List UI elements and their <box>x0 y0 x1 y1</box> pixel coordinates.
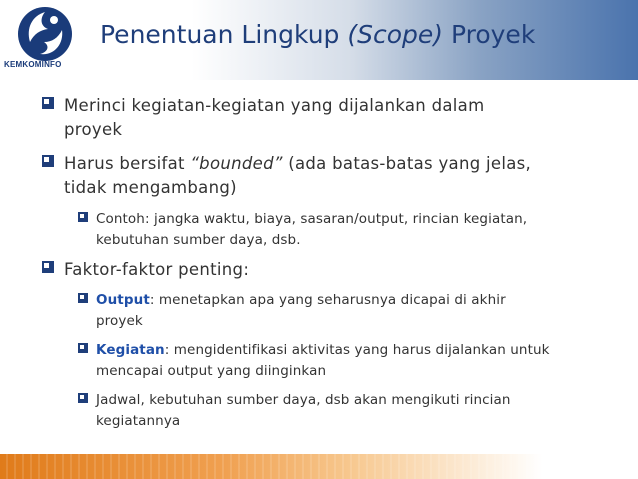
square-bullet-icon <box>78 343 88 353</box>
item-italic-text: “bounded” <box>190 154 283 173</box>
item-text: (ada batas-batas yang jelas, <box>282 154 532 173</box>
item-line <box>96 290 618 311</box>
sub-bullet-item <box>78 290 618 332</box>
item-line: Contoh: jangka waktu, biaya, sasaran/output, rincian kegiatan, <box>96 211 528 227</box>
title-part1: Penentuan Lingkup <box>100 20 348 49</box>
page-title <box>100 20 535 49</box>
item-line <box>64 152 622 176</box>
item-line: mencapai output yang diinginkan <box>96 363 327 379</box>
title-part2: Proyek <box>443 20 536 49</box>
bullet-item <box>42 94 622 142</box>
title-italic: (Scope) <box>347 20 444 49</box>
bottom-decor-bar <box>0 454 638 479</box>
sub-bullet-item <box>78 209 618 251</box>
bullet-item <box>42 152 622 200</box>
item-line: Faktor-faktor penting: <box>64 260 250 279</box>
item-line <box>96 340 618 361</box>
item-line: Merinci kegiatan-kegiatan yang dijalankan dalam <box>64 96 485 115</box>
sub-bullet-item <box>78 390 618 432</box>
logo-label: KEMKOMINFO <box>4 60 62 69</box>
highlight-term: Output <box>96 292 150 308</box>
square-bullet-icon <box>78 393 88 403</box>
item-text: Harus bersifat <box>64 154 191 173</box>
item-line: Jadwal, kebutuhan sumber daya, dsb akan mengikuti rincian <box>96 392 511 408</box>
square-bullet-icon <box>42 97 54 109</box>
square-bullet-icon <box>42 261 54 273</box>
item-line: proyek <box>96 313 143 329</box>
item-line: tidak mengambang) <box>64 178 237 197</box>
square-bullet-icon <box>78 212 88 222</box>
square-bullet-icon <box>78 293 88 303</box>
item-line: kegiatannya <box>96 413 181 429</box>
bullet-item <box>42 258 622 282</box>
item-line: kebutuhan sumber daya, dsb. <box>96 232 301 248</box>
bottom-bar-stripes <box>0 454 638 479</box>
item-text: : mengidentifikasi aktivitas yang harus dijalankan untuk <box>164 342 550 358</box>
sub-bullet-item <box>78 340 618 382</box>
square-bullet-icon <box>42 155 54 167</box>
highlight-term: Kegiatan <box>96 342 165 358</box>
item-line: proyek <box>64 120 123 139</box>
item-text: : menetapkan apa yang seharusnya dicapai di akhir <box>149 292 506 308</box>
